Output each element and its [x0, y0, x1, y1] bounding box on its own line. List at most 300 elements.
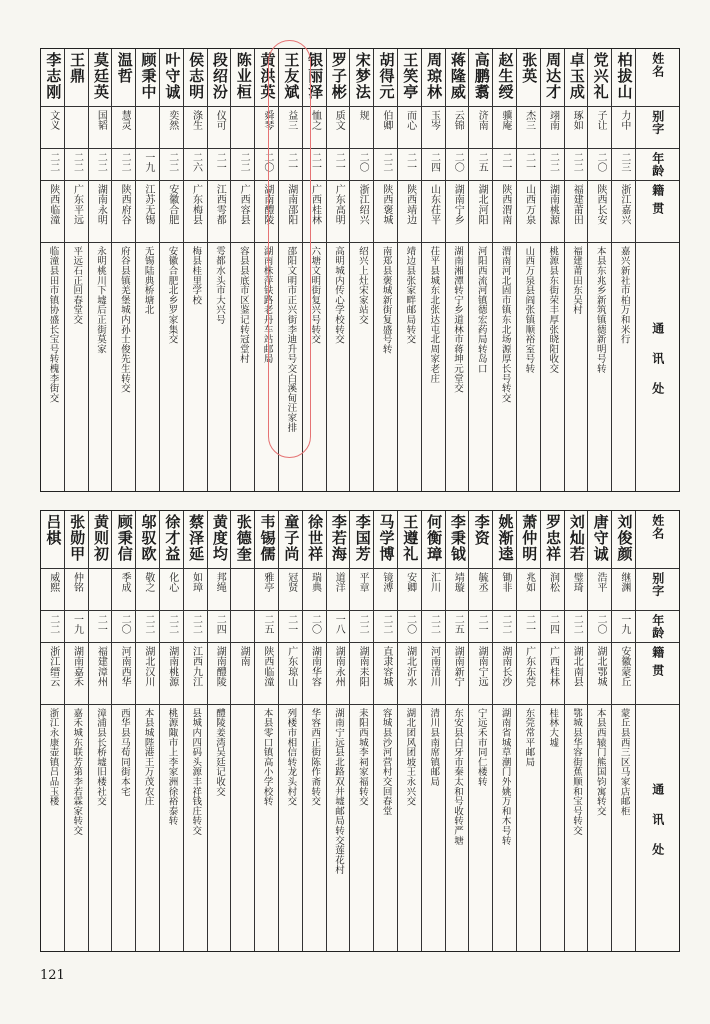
place-text: 直隶容城: [380, 646, 392, 688]
addr-cell: [636, 243, 679, 491]
person-column: [159, 49, 183, 491]
addr-cell: [184, 243, 207, 491]
age-text: 二一: [523, 152, 535, 173]
name-text: 顾秉中: [139, 52, 158, 100]
person-column: [468, 49, 492, 491]
name-cell: [65, 511, 88, 569]
addr-text: 东安县白牙市秦太和号收转严塘: [452, 708, 463, 846]
addr-text: 西华县马荀同街本宅: [118, 708, 130, 797]
zi-text: 道洋: [333, 572, 345, 593]
person-column: [88, 49, 112, 491]
zi-text: 杰三: [523, 110, 535, 131]
zi-cell: [398, 107, 421, 149]
person-column: [445, 511, 469, 951]
person-column: [611, 49, 635, 491]
name-text: 黄洪英: [258, 52, 277, 100]
zi-cell: [636, 569, 679, 611]
addr-text: 茌平县城东北张达屯北周家老庄: [428, 246, 440, 384]
addr-text: 桃源陬市上李家洲徐裕泰转: [166, 708, 178, 826]
name-cell: [374, 49, 397, 107]
age-cell: [350, 149, 373, 181]
age-text: 二二: [119, 152, 131, 173]
name-text: 邬驭欧: [139, 514, 158, 562]
age-text: 二二: [547, 152, 559, 173]
roster-table-bottom: [40, 510, 680, 952]
zi-text: 力中: [618, 110, 630, 131]
zi-text: 国韬: [95, 110, 107, 131]
age-text: 二二: [357, 614, 369, 635]
zi-text: 别字: [650, 110, 665, 135]
addr-text: 河阳西流河镇德宏药局转岛口: [475, 246, 487, 374]
zi-cell: [636, 107, 679, 149]
place-cell: [612, 643, 635, 705]
addr-cell: [255, 705, 278, 951]
name-cell: [469, 511, 492, 569]
zi-cell: [89, 569, 112, 611]
addr-text: 湖北团风团坡王永兴交: [404, 708, 416, 806]
place-text: 山东茌平: [428, 184, 440, 226]
person-column: [41, 49, 64, 491]
name-cell: [184, 49, 207, 107]
addr-text: 本县西辕门熊国钧寓转交: [594, 708, 606, 816]
zi-cell: [65, 569, 88, 611]
person-column: [492, 511, 516, 951]
place-text: 江苏无锡: [142, 184, 154, 226]
person-column: [516, 511, 540, 951]
name-text: 黄度均: [210, 514, 229, 562]
place-cell: [65, 181, 88, 243]
place-text: 湖南邵阳: [285, 184, 297, 226]
person-column: [326, 49, 350, 491]
place-cell: [374, 181, 397, 243]
addr-cell: [422, 705, 445, 951]
name-text: 萧仲明: [520, 514, 539, 562]
name-text: 王遵礼: [401, 514, 420, 562]
name-cell: [565, 511, 588, 569]
person-column: [207, 49, 231, 491]
addr-cell: [446, 705, 469, 951]
age-text: 二五: [261, 614, 273, 635]
age-text: 二二: [190, 614, 202, 635]
place-text: 湖南嘉禾: [71, 646, 83, 688]
zi-text: 季成: [119, 572, 131, 593]
name-text: 吕棋: [44, 514, 63, 546]
addr-cell: [65, 243, 88, 491]
zi-text: 益三: [285, 110, 297, 131]
zi-cell: [41, 569, 64, 611]
name-cell: [493, 49, 516, 107]
addr-cell: [112, 705, 135, 951]
zi-cell: [208, 569, 231, 611]
zi-cell: [65, 107, 88, 149]
zi-cell: [398, 569, 421, 611]
name-text: 陈业桓: [234, 52, 253, 100]
name-text: 叶守诚: [163, 52, 182, 100]
addr-text: 耒阳西城李祠家福转交: [356, 708, 368, 806]
age-text: 二〇: [119, 614, 131, 635]
name-cell: [541, 49, 564, 107]
zi-text: 仲铭: [71, 572, 83, 593]
addr-cell: [208, 243, 231, 491]
name-cell: [89, 49, 112, 107]
person-column: [349, 49, 373, 491]
age-text: 二一: [333, 152, 345, 173]
addr-cell: [160, 243, 183, 491]
place-cell: [303, 643, 326, 705]
name-cell: [636, 49, 679, 107]
age-text: 二二: [238, 152, 250, 173]
age-text: 二二: [166, 152, 178, 173]
person-column: [516, 49, 540, 491]
zi-cell: [112, 107, 135, 149]
name-text: 张英: [520, 52, 539, 84]
place-text: 福建莆田: [571, 184, 583, 226]
name-cell: [517, 49, 540, 107]
addr-text: 梅县桂里学校: [190, 246, 202, 305]
name-text: 姓名: [650, 52, 665, 78]
age-text: 年龄: [650, 152, 665, 177]
name-cell: [612, 511, 635, 569]
age-cell: [469, 611, 492, 643]
age-text: 一九: [142, 152, 154, 173]
name-cell: [303, 511, 326, 569]
addr-cell: [588, 705, 611, 951]
zi-text: 奕然: [166, 110, 178, 131]
addr-cell: [493, 243, 516, 491]
addr-text: 山西万泉县阎张镇顺裕室号转: [523, 246, 535, 374]
zi-cell: [588, 569, 611, 611]
person-column: [207, 511, 231, 951]
addr-cell: [374, 705, 397, 951]
place-cell: [374, 643, 397, 705]
age-cell: [89, 611, 112, 643]
name-cell: [350, 49, 373, 107]
zi-cell: [327, 107, 350, 149]
addr-text: 县城内四码头源丰祥钱庄转交: [190, 708, 202, 836]
name-text: 唐守诚: [591, 514, 610, 562]
age-text: 二四: [214, 614, 226, 635]
place-text: 安徽合肥: [166, 184, 178, 226]
place-cell: [112, 181, 135, 243]
place-cell: [136, 181, 159, 243]
zi-cell: [136, 569, 159, 611]
place-cell: [469, 181, 492, 243]
age-cell: [41, 149, 64, 181]
age-cell: [374, 149, 397, 181]
name-cell: [398, 511, 421, 569]
person-column: [159, 511, 183, 951]
addr-cell: [398, 243, 421, 491]
addr-text: 容城县沙河营村交回春堂: [380, 708, 392, 816]
age-cell: [41, 611, 64, 643]
age-cell: [136, 149, 159, 181]
place-text: 湖南醴陵: [214, 646, 226, 688]
name-cell: [279, 49, 302, 107]
age-cell: [565, 149, 588, 181]
age-cell: [255, 149, 278, 181]
zi-cell: [493, 569, 516, 611]
name-cell: [517, 511, 540, 569]
person-column: [492, 49, 516, 491]
addr-text: 华容西正街陈作斋转交: [309, 708, 321, 806]
age-cell: [279, 611, 302, 643]
age-text: 二二: [166, 614, 178, 635]
addr-cell: [493, 705, 516, 951]
addr-cell: [565, 243, 588, 491]
place-text: 籍贯: [650, 646, 665, 682]
person-column: [421, 49, 445, 491]
age-cell: [588, 611, 611, 643]
zi-text: 雅亭: [261, 572, 273, 593]
age-text: 二五: [452, 614, 464, 635]
addr-cell: [469, 243, 492, 491]
zi-cell: [422, 107, 445, 149]
age-cell: [517, 149, 540, 181]
zi-cell: [327, 569, 350, 611]
name-cell: [374, 511, 397, 569]
name-text: 张勋甲: [68, 514, 87, 562]
addr-text: 临潼县田市镇协盛长宝号转槐李街交: [47, 246, 59, 403]
zi-cell: [255, 107, 278, 149]
addr-cell: [89, 705, 112, 951]
zi-text: 化心: [166, 572, 178, 593]
person-column: [183, 49, 207, 491]
place-cell: [422, 643, 445, 705]
addr-text: 渭南河北固市镇东北场源厚长号转交: [499, 246, 511, 403]
place-text: 湖南醴陵: [261, 184, 273, 226]
name-cell: [112, 49, 135, 107]
name-cell: [612, 49, 635, 107]
place-text: 浙江绍兴: [357, 184, 369, 226]
place-text: 湖北鄂城: [595, 646, 607, 688]
zi-text: 琢如: [571, 110, 583, 131]
addr-text: 醴陵姜湾吴廷记收交: [214, 708, 226, 797]
place-cell: [446, 181, 469, 243]
zi-text: 骥庵: [499, 110, 511, 131]
place-text: 湖北汉川: [142, 646, 154, 688]
age-text: 二一: [523, 614, 535, 635]
name-cell: [184, 511, 207, 569]
zi-text: 规: [357, 110, 369, 121]
place-text: 湖北南县: [571, 646, 583, 688]
place-cell: [160, 643, 183, 705]
place-text: 陕西临潼: [47, 184, 59, 226]
place-cell: [231, 643, 254, 705]
addr-text: 本县零口镇高小学校转: [261, 708, 273, 806]
zi-cell: [541, 569, 564, 611]
zi-cell: [279, 107, 302, 149]
name-cell: [422, 511, 445, 569]
name-text: 莫廷英: [91, 52, 110, 100]
age-text: 二四: [547, 614, 559, 635]
age-text: 二二: [380, 614, 392, 635]
name-cell: [136, 49, 159, 107]
zi-cell: [160, 107, 183, 149]
name-cell: [160, 511, 183, 569]
place-text: 湖南: [238, 646, 250, 667]
zi-text: 敬之: [142, 572, 154, 593]
age-text: 一九: [618, 614, 630, 635]
zi-cell: [303, 569, 326, 611]
zi-cell: [184, 569, 207, 611]
age-text: 二〇: [357, 152, 369, 173]
place-cell: [112, 643, 135, 705]
age-cell: [231, 611, 254, 643]
place-cell: [422, 181, 445, 243]
name-text: 黄则初: [91, 514, 110, 562]
zi-text: 涤生: [190, 110, 202, 131]
age-cell: [469, 149, 492, 181]
place-cell: [517, 181, 540, 243]
addr-text: 府谷县镇羌堡城内孙士俊先生转交: [118, 246, 130, 393]
zi-text: 平章: [357, 572, 369, 593]
place-cell: [255, 181, 278, 243]
name-cell: [469, 49, 492, 107]
zi-cell: [41, 107, 64, 149]
age-cell: [541, 149, 564, 181]
name-cell: [208, 511, 231, 569]
place-cell: [636, 643, 679, 705]
place-cell: [279, 643, 302, 705]
name-text: 罗子彬: [329, 52, 348, 100]
addr-text: 通讯处: [650, 322, 665, 412]
addr-text: 嘉禾城东联芳第李若霖家转交: [71, 708, 83, 836]
age-text: 二二: [571, 152, 583, 173]
addr-text: 湖南宁远县北路双井墟邮局转交莲花村: [333, 708, 345, 875]
name-cell: [636, 511, 679, 569]
zi-cell: [160, 569, 183, 611]
age-cell: [208, 149, 231, 181]
addr-cell: [231, 243, 254, 491]
zi-cell: [231, 569, 254, 611]
zi-text: 安卿: [404, 572, 416, 593]
place-cell: [446, 643, 469, 705]
age-text: 一九: [71, 614, 83, 635]
age-cell: [303, 149, 326, 181]
addr-cell: [303, 243, 326, 491]
place-text: 山西万泉: [523, 184, 535, 226]
addr-cell: [231, 705, 254, 951]
age-text: 二一: [95, 614, 107, 635]
age-cell: [112, 611, 135, 643]
addr-cell: [184, 705, 207, 951]
addr-text: 本县东兆乡新筑镇德新明号转: [594, 246, 606, 374]
addr-cell: [612, 243, 635, 491]
addr-cell: [374, 243, 397, 491]
addr-text: 漳浦县长桥墟旧楼社交: [95, 708, 107, 806]
age-cell: [612, 611, 635, 643]
name-text: 韦锡儒: [258, 514, 277, 562]
name-text: 侯志明: [187, 52, 206, 100]
place-text: 河南清川: [428, 646, 440, 688]
zi-cell: [136, 107, 159, 149]
place-text: 湖南华容: [309, 646, 321, 688]
place-text: 湖北沂水: [404, 646, 416, 688]
zi-cell: [89, 107, 112, 149]
zi-cell: [565, 569, 588, 611]
addr-text: 列楼市相信转龙头村交: [285, 708, 297, 806]
zi-cell: [350, 569, 373, 611]
person-column: [397, 49, 421, 491]
zi-cell: [565, 107, 588, 149]
place-text: 广西容县: [238, 184, 250, 226]
page-number: 121: [40, 968, 65, 983]
person-column: [587, 49, 611, 491]
zi-text: 毓丞: [476, 572, 488, 593]
name-text: 柏拔山: [615, 52, 634, 100]
name-text: 高鹏翥: [472, 52, 491, 100]
place-text: 浙江缙云: [47, 646, 59, 688]
zi-cell: [422, 569, 445, 611]
name-cell: [65, 49, 88, 107]
age-cell: [612, 149, 635, 181]
zi-cell: [112, 569, 135, 611]
name-text: 温哲: [115, 52, 134, 84]
addr-cell: [65, 705, 88, 951]
name-text: 胡得元: [377, 52, 396, 100]
person-column: [302, 49, 326, 491]
zi-cell: [469, 107, 492, 149]
addr-text: 蒙丘县西三区马家店邮柜: [618, 708, 630, 816]
place-text: 江西雩都: [214, 184, 226, 226]
name-text: 宋梦法: [353, 52, 372, 100]
place-cell: [327, 643, 350, 705]
addr-text: 雩都水头市大兴号: [214, 246, 226, 325]
name-cell: [279, 511, 302, 569]
addr-cell: [41, 243, 64, 491]
zi-cell: [517, 569, 540, 611]
addr-text: 通讯处: [650, 783, 665, 873]
age-cell: [493, 149, 516, 181]
age-cell: [160, 611, 183, 643]
name-text: 王笑亭: [401, 52, 420, 100]
addr-text: 无锡陆典桥塘北: [142, 246, 154, 315]
zi-text: 继渊: [618, 572, 630, 593]
name-cell: [588, 511, 611, 569]
zi-text: 慧灵: [119, 110, 131, 131]
place-cell: [493, 181, 516, 243]
age-text: 二二: [71, 152, 83, 173]
zi-text: 靖璇: [452, 572, 464, 593]
place-text: 湖南桃源: [547, 184, 559, 226]
age-text: 二〇: [404, 614, 416, 635]
zi-cell: [446, 569, 469, 611]
person-column: [254, 511, 278, 951]
age-cell: [565, 611, 588, 643]
name-text: 赵生绶: [496, 52, 515, 100]
addr-cell: [350, 243, 373, 491]
addr-text: 永明桃川下墟后正街莫家: [95, 246, 107, 354]
place-cell: [65, 643, 88, 705]
place-text: 浙江嘉兴: [618, 184, 630, 226]
place-text: 广东琼山: [285, 646, 297, 688]
place-cell: [41, 643, 64, 705]
place-cell: [541, 643, 564, 705]
place-cell: [541, 181, 564, 243]
header-column: [635, 511, 679, 951]
age-text: 二〇: [595, 152, 607, 173]
zi-text: 浩平: [595, 572, 607, 593]
addr-cell: [398, 705, 421, 951]
age-cell: [184, 611, 207, 643]
person-column: [302, 511, 326, 951]
name-text: 李志刚: [44, 52, 63, 100]
name-cell: [398, 49, 421, 107]
age-cell: [184, 149, 207, 181]
place-cell: [588, 643, 611, 705]
addr-cell: [446, 243, 469, 491]
person-column: [445, 49, 469, 491]
